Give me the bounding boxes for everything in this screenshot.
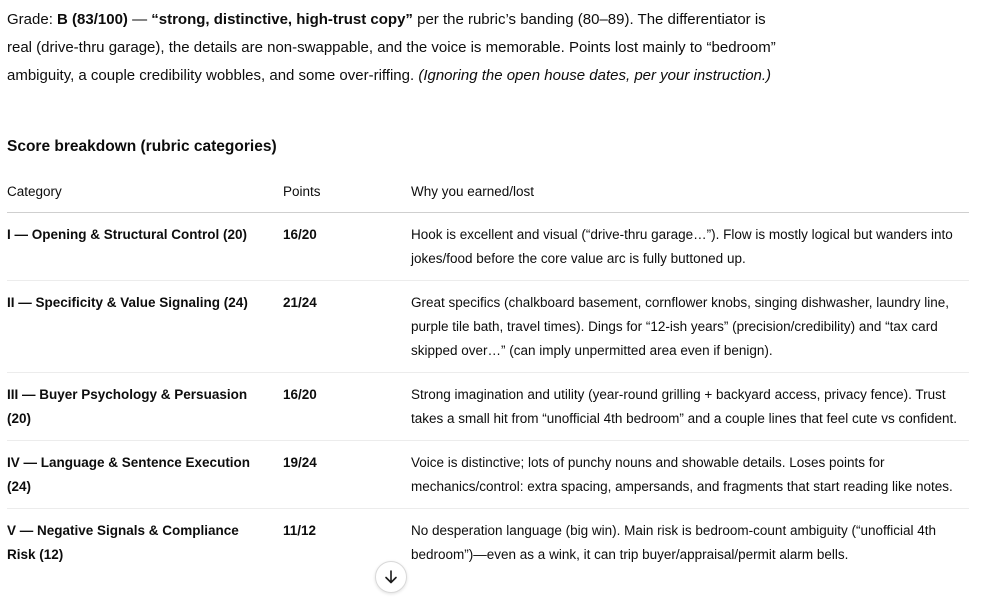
section-heading: Score breakdown (rubric categories) xyxy=(7,138,277,155)
row-points: 21/24 xyxy=(283,281,411,373)
row-category: II — Specificity & Value Signaling (24) xyxy=(7,281,283,373)
grade-summary xyxy=(7,6,777,90)
header-category: Category xyxy=(7,176,283,213)
row-why: No desperation language (big win). Main risk is bedroom-count ambiguity (“unofficial 4th bedroom”)—even as a wink, it can trip buyer/appraisal/permit alarm bells. xyxy=(411,523,937,562)
row-category: III — Buyer Psychology & Persuasion (20) xyxy=(7,373,283,441)
table-row xyxy=(7,509,969,577)
header-why: Why you earned/lost xyxy=(411,176,969,213)
table-header-row xyxy=(7,176,969,213)
row-why: Hook is excellent and visual (“drive-thru garage…”). Flow is mostly logical but wanders into jokes/food before the core value arc is fully buttoned up. xyxy=(411,213,969,281)
row-points: 16/20 xyxy=(283,373,411,441)
row-category: IV — Language & Sentence Execution (24) xyxy=(7,441,283,509)
table-row xyxy=(7,373,969,441)
message-content xyxy=(7,6,969,562)
grade-dash: — xyxy=(127,11,152,28)
grade-quote: “strong, distinctive, high-trust copy” xyxy=(151,11,413,28)
row-why: Strong imagination and utility (year-round grilling + backyard access, privacy fence). Trust takes a small hit from “unofficial 4th bedroom” and a couple lines that feel cute vs confident. xyxy=(411,373,969,441)
table-row xyxy=(7,213,969,281)
grade-value: B (83/100) xyxy=(57,11,128,28)
row-points: 11/12 xyxy=(283,523,317,538)
row-why: Voice is distinctive; lots of punchy nouns and showable details. Loses points for mechanics/control: extra spacing, ampersands, and fragments that start reading like notes. xyxy=(411,441,969,509)
scroll-to-bottom-button[interactable] xyxy=(375,561,407,593)
row-category: I — Opening & Structural Control (20) xyxy=(7,213,283,281)
banding-text: per the rubric’s banding (80–89). The differentiator is real (drive-thru garage), the details are non-swappable, and the voice is memorable. Points lost mainly to “bedroom” ambiguity, a couple credibility wobbles, and some over-riffing. xyxy=(7,11,776,84)
instruction-note: (Ignoring the open house dates, per your instruction.) xyxy=(418,67,772,84)
table-row xyxy=(7,281,969,373)
row-points: 19/24 xyxy=(283,441,411,509)
table-row xyxy=(7,441,969,509)
row-points: 16/20 xyxy=(283,213,411,281)
row-why: Great specifics (chalkboard basement, cornflower knobs, singing dishwasher, laundry line, purple tile bath, travel times). Dings for “12-ish years” (precision/credibility) and “tax card skipped over…” (can imply unpermitted area even if benign). xyxy=(411,281,969,373)
grade-prefix: Grade: xyxy=(7,11,58,28)
score-table xyxy=(7,176,969,576)
arrow-down-icon xyxy=(383,569,399,585)
header-points: Points xyxy=(283,176,411,213)
row-category: V — Negative Signals & Compliance Risk (12) xyxy=(7,523,239,562)
